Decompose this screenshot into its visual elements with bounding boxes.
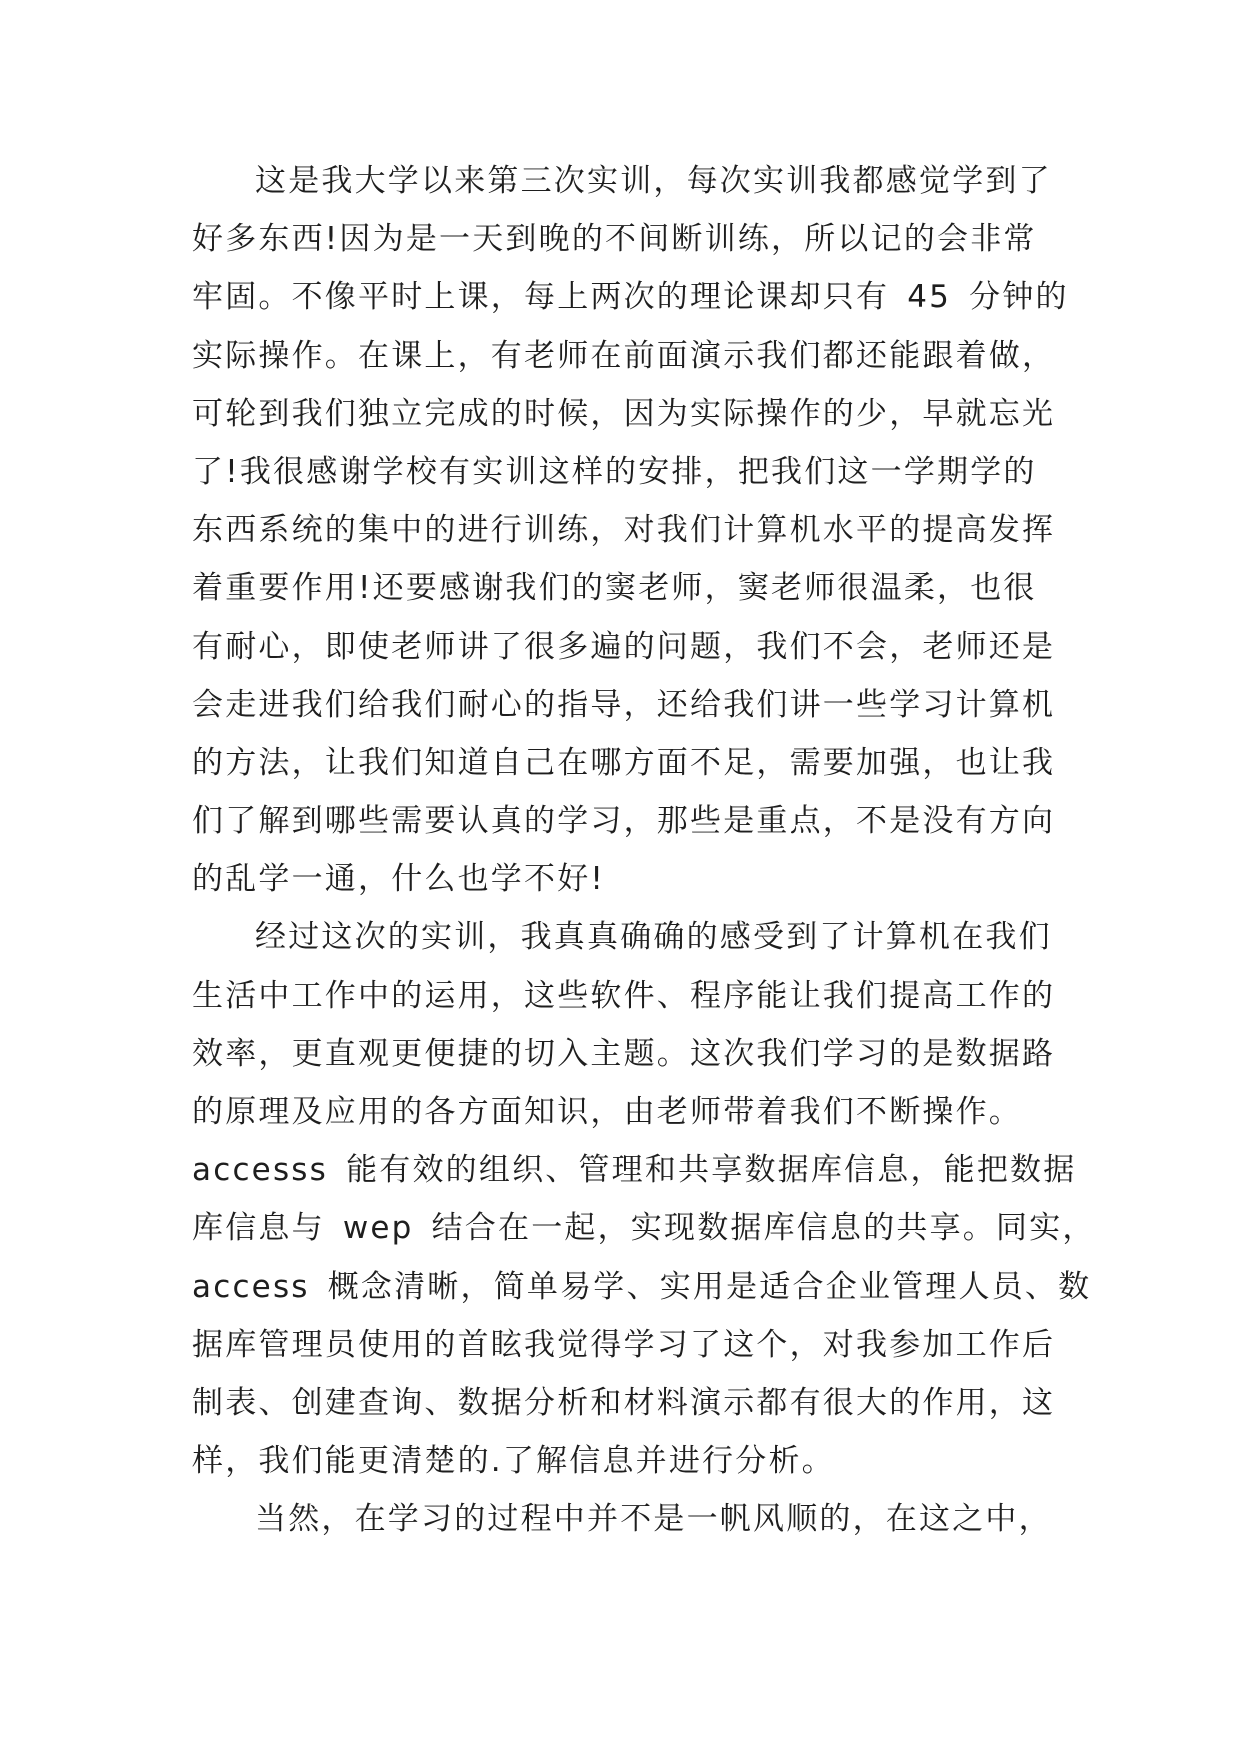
paragraph-1-line: 着重要作用!还要感谢我们的窦老师，窦老师很温柔，也很 — [192, 570, 1037, 607]
paragraph-1-line: 好多东西!因为是一天到晚的不间断训练，所以记的会非常 — [192, 221, 1037, 258]
paragraph-1-line: 这是我大学以来第三次实训，每次实训我都感觉学到了 — [255, 163, 1052, 199]
paragraph-1-line: 的乱学一通，什么也学不好! — [192, 861, 606, 898]
paragraph-1-line: 牢固。不像平时上课，每上两次的理论课却只有 45 分钟的 — [192, 279, 1069, 316]
paragraph-1-line: 可轮到我们独立完成的时候，因为实际操作的少，早就忘光 — [192, 395, 1056, 432]
paragraph-1-line: 会走进我们给我们耐心的指导，还给我们讲一些学习计算机 — [192, 686, 1056, 723]
paragraph-2-line: 生活中工作中的运用，这些软件、程序能让我们提高工作的 — [192, 977, 1056, 1014]
paragraph-2-line: access 概念清晰，简单易学、实用是适合企业管理人员、数 — [192, 1268, 1092, 1305]
paragraph-2-line: accesss 能有效的组织、管理和共享数据库信息，能把数据 — [192, 1152, 1077, 1189]
paragraph-2-line: 的原理及应用的各方面知识，由老师带着我们不断操作。 — [192, 1094, 1022, 1130]
paragraph-1-line: 东西系统的集中的进行训练，对我们计算机水平的提高发挥 — [192, 512, 1056, 549]
paragraph-1-line: 有耐心，即使老师讲了很多遍的问题，我们不会，老师还是 — [192, 628, 1056, 665]
paragraph-2-line: 效率，更直观更便捷的切入主题。这次我们学习的是数据路 — [192, 1035, 1056, 1072]
paragraph-2-line: 库信息与 wep 结合在一起，实现数据库信息的共享。同实， — [192, 1210, 1096, 1247]
document-body — [192, 152, 1096, 1549]
paragraph-3-line: 当然，在学习的过程中并不是一帆风顺的，在这之中， — [255, 1501, 1052, 1538]
paragraph-1-line: 实际操作。在课上，有老师在前面演示我们都还能跟着做， — [192, 337, 1056, 374]
paragraph-1-line: 们了解到哪些需要认真的学习，那些是重点，不是没有方向 — [192, 803, 1056, 840]
paragraph-2-line: 样，我们能更清楚的.了解信息并进行分析。 — [192, 1443, 835, 1480]
paragraph-1-line: 的方法，让我们知道自己在哪方面不足，需要加强，也让我 — [192, 744, 1056, 781]
paragraph-1-line: 了!我很感谢学校有实训这样的安排，把我们这一学期学的 — [192, 453, 1037, 490]
paragraph-2-line: 制表、创建查询、数据分析和材料演示都有很大的作用，这 — [192, 1384, 1056, 1421]
paragraph-2-line: 经过这次的实训，我真真确确的感受到了计算机在我们 — [255, 919, 1052, 956]
paragraph-2-line: 据库管理员使用的首眩我觉得学习了这个，对我参加工作后 — [192, 1326, 1056, 1363]
